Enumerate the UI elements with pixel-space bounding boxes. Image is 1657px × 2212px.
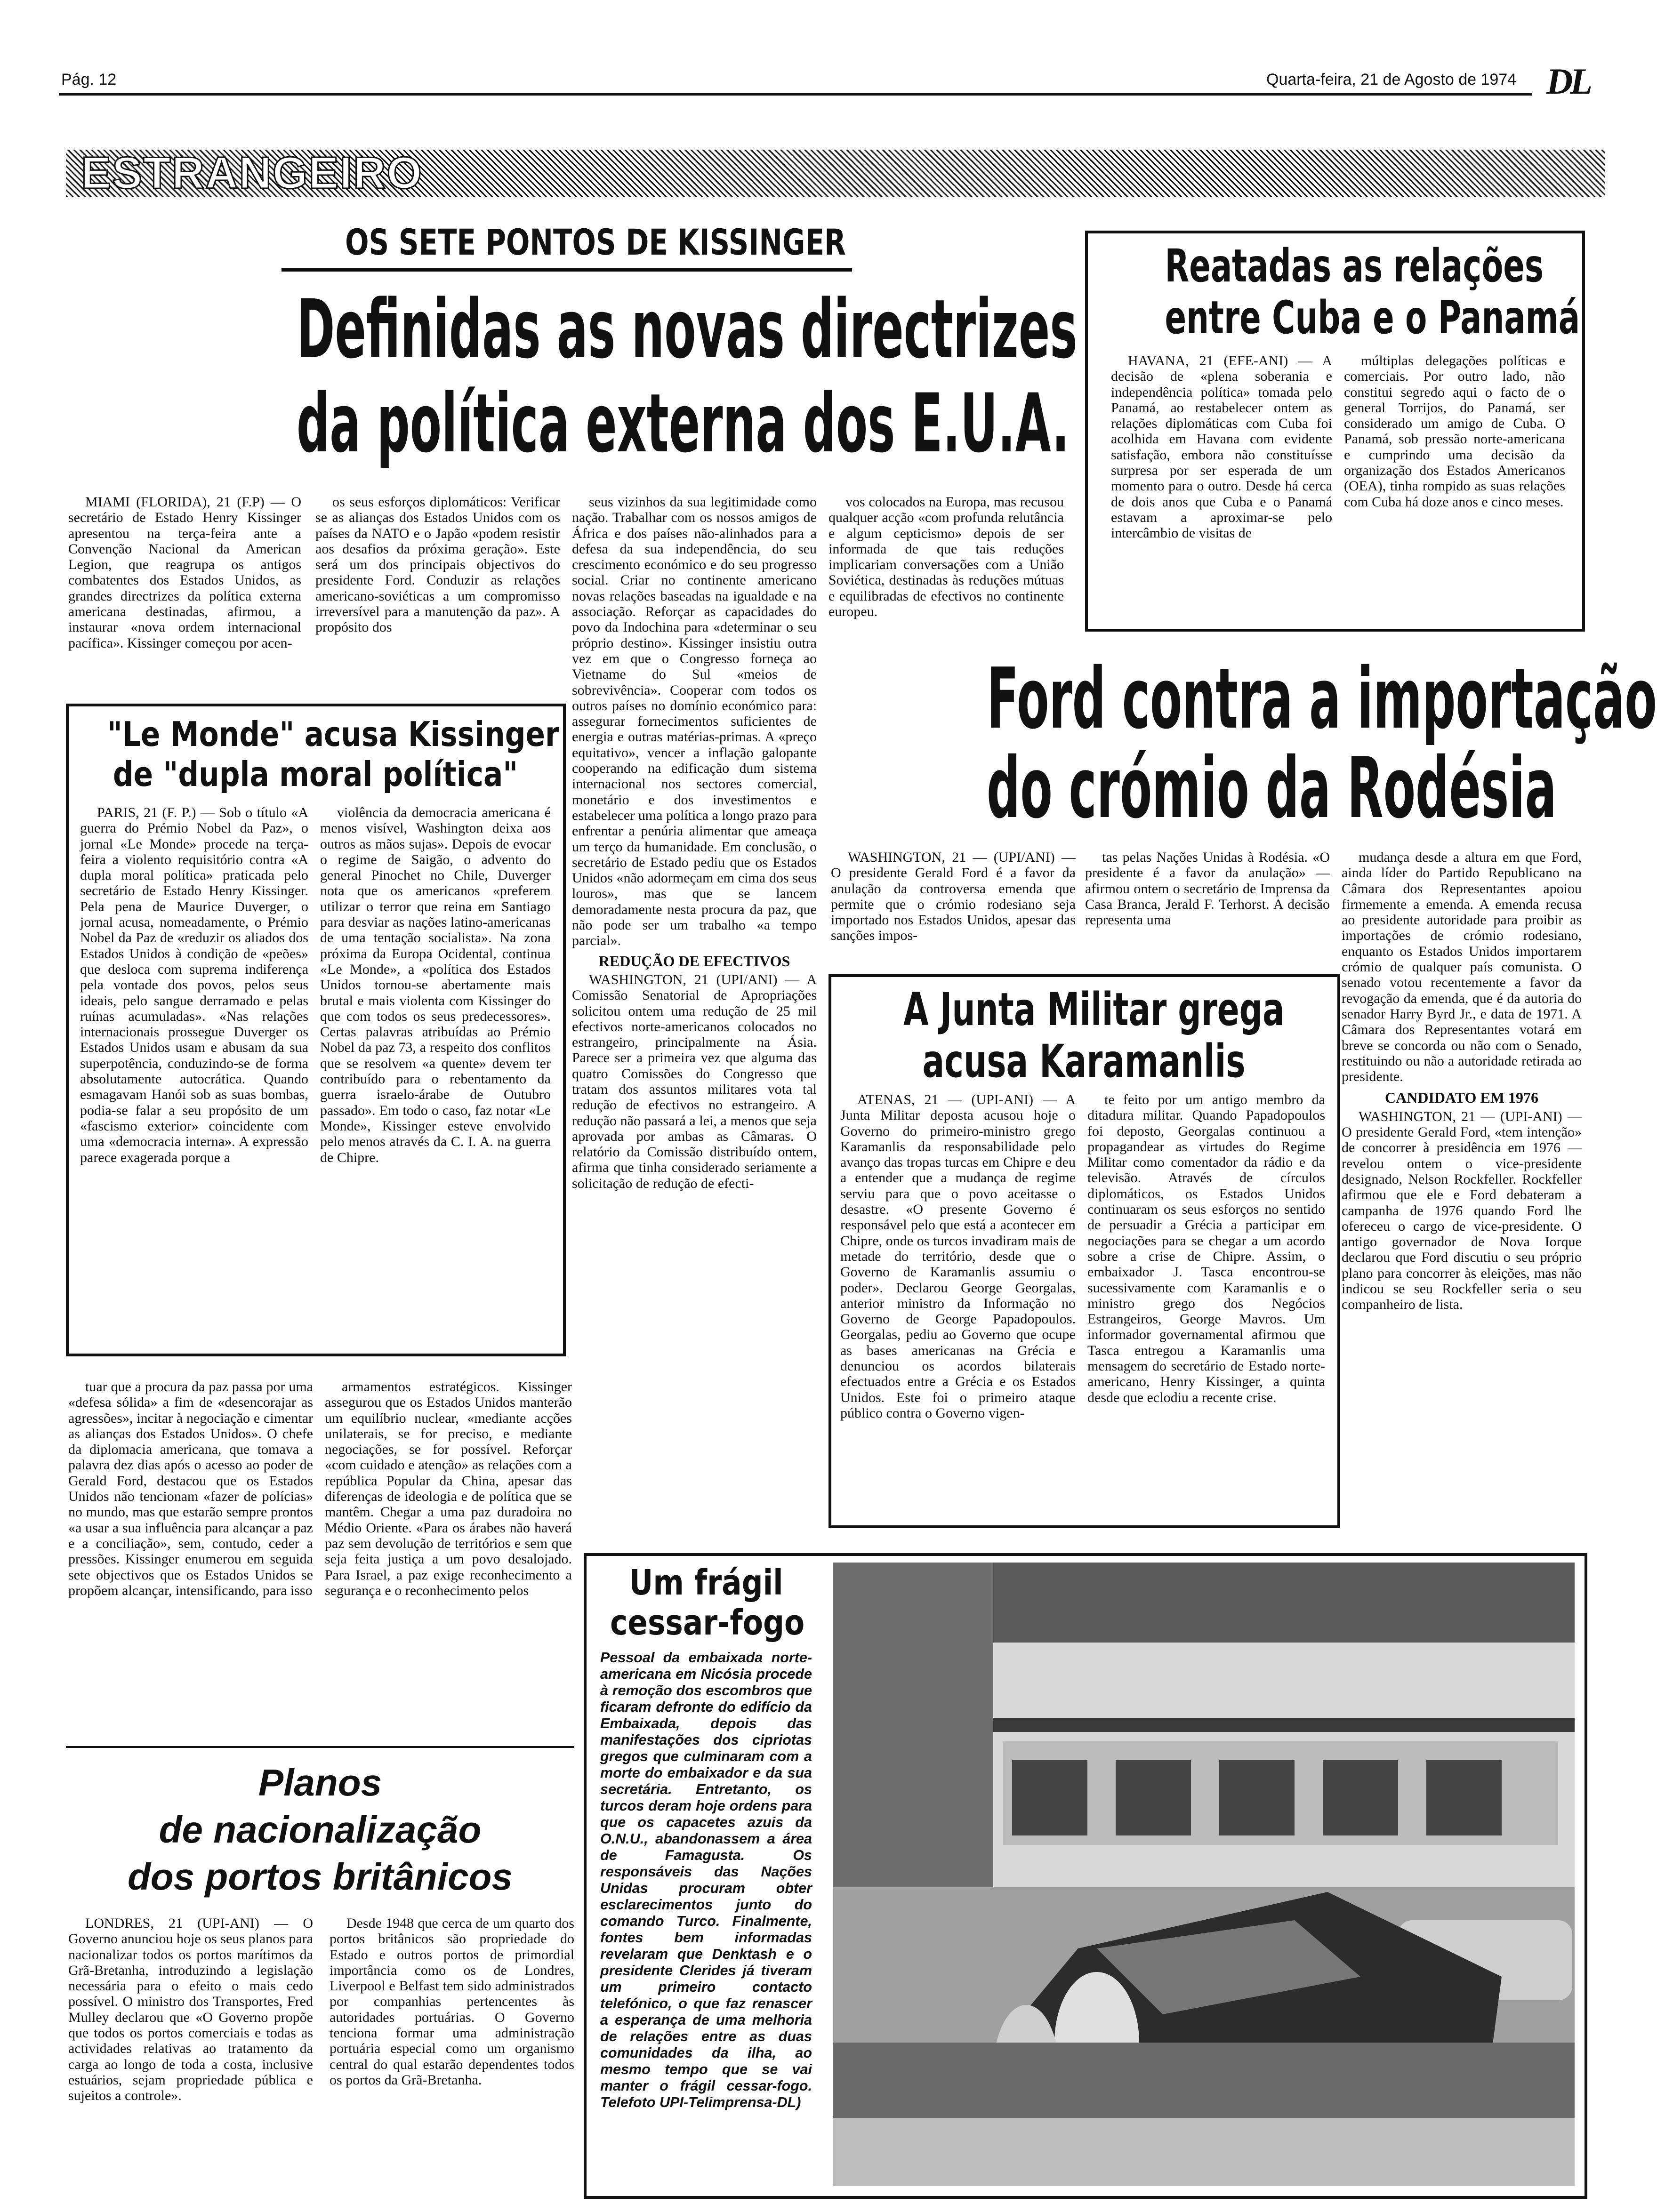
junta-column-1: ATENAS, 21 — (UPI-ANI) — A Junta Militar deposta acusou hoje o Governo do primeiro-ministro grego Karamanlis da responsabilidade pelo avanço das tropas turcas em Chipre e deu a entender que a mudança de regime serviu para que o povo aceitasse o desastre. «O presente Governo é responsável pelo que está a acontecer em Chipre, onde os turcos invadiram mais de metade do território, desde que o Governo de Karamanlis assumiu o poder». Declarou George Georgalas, anterior ministro da Informação no Governo de George Papadopoulos. Georgalas, pediu ao Governo que ocupe as bases americanas na Grécia e denunciou os acordos bilaterais efectuados entre a Grécia e os Estados Unidos. Este foi o primeiro ataque público contra o Governo vigen- bbox=[840, 1092, 1076, 1421]
kissinger-subhead: REDUÇÃO DE EFECTIVOS bbox=[598, 952, 790, 970]
cuba-headline-1: Reatadas as relações bbox=[1165, 240, 1544, 292]
kissinger-kicker: OS SETE PONTOS DE KISSINGER bbox=[345, 221, 846, 263]
ford-headline-1: Ford contra a importação bbox=[987, 650, 1657, 747]
kissinger-column-1: MIAMI (FLORIDA), 21 (F.P) — O secretário de Estado Henry Kissinger apresentou na terça-feira ante a Convenção Nacional da American Legion, que reagrupa os antigos combatentes dos Estados Unidos, as grandes directrizes da política externa americana destinadas, afirmou, a instaurar «nova ordem internacional pacífica». Kissinger começou por acen- bbox=[68, 494, 301, 651]
kissinger-continuation-1: tuar que a procura da paz passa por uma «defesa sólida» a fim de «desencorajar as agressões», incitar à negociação e cimentar as alianças dos Estados Unidos». O chefe da diplomacia americana, que tomava a palavra dez dias após o acesso ao poder de Gerald Ford, destacou que os Estados Unidos não tencionam «fazer de polícias» no mundo, mas que estarão sempre prontos «a usar a sua influência para alcançar a paz e a conciliação», sem, contudo, ceder a pressões. Kissinger enumerou em seguida sete objectivos que os Estados Unidos se propõem alcançar, intensificando, para isso bbox=[68, 1379, 313, 1598]
ford-headline-2: do crómio da Rodésia bbox=[987, 739, 1557, 837]
ford-subhead: CANDIDATO EM 1976 bbox=[1385, 1089, 1538, 1106]
embassy-photo bbox=[833, 1563, 1575, 2186]
lemonde-headline-1: "Le Monde" acusa Kissinger bbox=[107, 714, 560, 754]
ford-column-3: mudança desde a altura em que Ford, ainda líder do Partido Republicano na Câmara dos Representantes apoiou firmemente a emenda. A emenda recusa ao presidente autoridade para proibir as importações de crómio rodesiano, enquanto os Estados Unidos importarem crómio de qualquer país comunista. O senado votou recentemente a favor da revogação da emenda, que é da autoria do senador Harry Byrd Jr., e data de 1971. A Câmara dos Representantes votará em breve se concorda ou não com o Senado, restituindo ou não a autoridade retirada ao presidente. CANDIDATO EM 1976 WASHINGTON, 21 — (UPI-ANI) — O presidente Gerald Ford, «tem intenção» de concorrer à presidência em 1976 — revelou ontem o vice-presidente designado, Nelson Rockfeller. Rockfeller afirmou que ele e Ford debateram a campanha de 1976 quando Ford lhe ofereceu o cargo de vice-presidente. O antigo governador de Nova Iorque declarou que Ford discutiu o seu próprio plano para concorrer às eleições, mas não indicou se seu Rockfeller seria o seu companheiro de lista. bbox=[1342, 850, 1582, 1313]
junta-headline-2: acusa Karamanlis bbox=[922, 1035, 1246, 1088]
kissinger-headline-2: da política externa dos E.U.A. bbox=[297, 376, 1070, 471]
cuba-column-1: HAVANA, 21 (EFE-ANI) — A decisão de «plena soberania e independência política» tomada pelo Panamá, ao restabelecer ontem as relações diplomáticas com Cuba foi acolhida em Havana com evidente satisfação, embora não constituísse surpresa por ser esperada de um momento para o outro. Desde há cerca de dois anos que Cuba e o Panamá estavam a aproximar-se pelo intercâmbio de visitas de bbox=[1111, 353, 1332, 541]
lemonde-column-2: violência da democracia americana é menos visível, Washington deixa aos outros as mãos sujas». Depois de evocar o regime de Saigão, o advento do general Pinochet no Chile, Duverger nota que os americanos «preferem utilizar o terror que reina em Santiago para desviar as nações latino-americanas de uma tentação socialista». Na zona próxima da Europa Ocidental, continua «Le Monde», a «política dos Estados Unidos tornou-se abertamente mais brutal e mais violenta com Kissinger do que com todos os seus predecessores». Certas palavras atribuídas ao Prémio Nobel da paz 73, a respeito dos conflitos que se resolvem «a quente» devem ter contribuído para o rebentamento da guerra israelo-árabe de Outubro passado». Em todo o caso, faz notar «Le Monde», Kissinger esteve envolvido pelo menos através da C. I. A. na guerra de Chipre. bbox=[320, 805, 551, 1165]
newspaper-logo: DL bbox=[1546, 61, 1590, 102]
section-title: ESTRANGEIRO bbox=[81, 148, 423, 198]
lemonde-column-1: PARIS, 21 (F. P.) — Sob o título «A guerra do Prémio Nobel da Paz», o jornal «Le Monde» procede na terça-feira a violento requisitório contra «A dupla moral política» praticada pelo secretário de Estado Henry Kissinger. Pela pena de Maurice Duverger, o jornal acusa, nomeadamente, o Prémio Nobel da Paz de «reduzir os aliados dos Estados Unidos à condição de «peões» que desloca com suprema indiferença pela vontade dos povos, pelos seus ideais, pelo sangue derramado e pelas ruínas acumuladas». «Nas relações internacionais prossegue Duverger os Estados Unidos usam e abusam da sua superpotência, conduzindo-se de forma absolutamente autocrática. Quando esmagavam Hanói sob as suas bombas, podia-se falar a seu propósito de um «fascismo exterior» coincidente com uma «democracia interna». A expressão parece exagerada porque a bbox=[80, 805, 308, 1165]
cuba-column-2: múltiplas delegações políticas e comerciais. Por outro lado, não constitui segredo aqui o facto de o general Torrijos, do Panamá, ser considerado um amigo de Cuba. O Panamá, sob pressão norte-americana e cumprindo uma decisão da organização dos Estados Americanos (OEA), tinha rompido as suas relações com Cuba há doze anos e cinco meses. bbox=[1344, 353, 1565, 510]
junta-column-2: te feito por um antigo membro da ditadura militar. Quando Papadopoulos foi deposto, Georgalas continuou a propagandear as virtudes do Regime Militar como comentador da rádio e da televisão. Através de círculos diplomáticos, os Estados Unidos continuaram os seus esforços no sentido de persuadir a Grécia a participar em negociações para se chegar a um acordo sobre a crise de Chipre. Assim, o embaixador J. Tasca encontrou-se sucessivamente com Karamanlis e o ministro grego dos Negócios Estrangeiros, George Mavros. Um informador governamental afirmou que Tasca entregou a Karamanlis uma mensagem do secretário de Estado norte-americano, Henry Kissinger, a quinta desde que eclodiu a recente crise. bbox=[1087, 1092, 1325, 1405]
kicker-underline bbox=[282, 268, 852, 272]
header-rule bbox=[59, 93, 1532, 96]
photo-caption: Pessoal da embaixada norte-americana em Nicósia procede à remoção dos escombros que ficaram defronte do edifício da Embaixada, depois das manifestações dos cipriotas gregos que culminaram com a morte do embaixador e da sua secretária. Entretanto, os turcos deram hoje ordens para que os capacetes azuis da O.N.U., abandonassem a área de Famagusta. Os responsáveis das Nações Unidas procuram obter esclarecimentos junto do comando Turco. Finalmente, fontes bem informadas revelaram que Denktash e o presidente Clerides já tiveram um primeiro contacto telefónico, o que faz renascer a esperança de uma melhoria de relações entre as duas comunidades da ilha, ao mesmo tempo que se vai manter o frágil cessar-fogo. Telefoto UPI-Telimprensa-DL) bbox=[600, 1650, 812, 2110]
kissinger-continuation-2: armamentos estratégicos. Kissinger assegurou que os Estados Unidos manterão um equilíbrio nuclear, «mediante acções unilaterais, se for preciso, e mediante negociações, se for possível. Reforçar «com cuidado e atenção» as relações com a república Popular da China, apesar das diferenças de ideologia e de política que se mantêm. Chegar a uma paz duradoira no Médio Oriente. «Para os árabes não haverá paz sem devolução de territórios e sem que seja feita justiça a um povo desalojado. Para Israel, a paz exige reconhecimento a segurança e o reconhecimento pelos bbox=[325, 1379, 572, 1598]
ford-column-2: tas pelas Nações Unidas à Rodésia. «O presidente é a favor da anulação» — afirmou ontem o secretário de Imprensa da Casa Branca, Jerald F. Terhorst. A decisão representa uma bbox=[1085, 850, 1330, 928]
kissinger-column-4: vos colocados na Europa, mas recusou qualquer acção «com profunda relutância e algum cepticismo» depois de ser informada de que tais reduções implicariam conversações com a União Soviética, destinadas às reduções mútuas e equilibradas de efectivos no continente europeu. bbox=[828, 494, 1064, 620]
planos-column-2: Desde 1948 que cerca de um quarto dos portos britânicos são propriedade do Estado e outros portos de primordial importância como os de Londres, Liverpool e Belfast tem sido administrados por companhias pertencentes às autoridades portuárias. O Governo tenciona formar uma administração portuária especial como um organismo central do qual estarão dependentes todos os portos da Grã-Bretanha. bbox=[330, 1915, 574, 2088]
planos-headline-3: dos portos britânicos bbox=[128, 1856, 513, 1898]
photo-headline-2: cessar-fogo bbox=[610, 1603, 805, 1643]
lemonde-headline-2: de "dupla moral política" bbox=[113, 754, 518, 794]
photo-illustration bbox=[833, 1563, 1575, 2186]
planos-headline-1: Planos bbox=[258, 1762, 382, 1803]
ford-column-1: WASHINGTON, 21 — (UPI/ANI) — O presidente Gerald Ford é a favor da anulação da controversa emenda que permite que o crómio rodesiano seja importado nos Estados Unidos, apesar das sanções impos- bbox=[831, 850, 1076, 944]
kissinger-column-3: seus vizinhos da sua legitimidade como nação. Trabalhar com os nossos amigos de África e dos países não-alinhados para a defesa da sua independência, do seu crescimento económico e do seu progresso social. Criar no continente americano novas relações baseadas na igualdade e na associação. Reforçar as capacidades do povo da Indochina para «determinar o seu próprio destino». Kissinger insistiu outra vez em que o Congresso forneça ao Vietname do Sul «meios de sobrevivência». Cooperar com todos os outros países no domínio económico para: assegurar fornecimentos suficientes de energia e outras matérias-primas. A «preço equitativo», vencer a inflação galopante cooperando na edificação dum sistema internacional nos sectores comercial, monetário e dos investimentos e estabelecer uma política a longo prazo para enfrentar a penúria alimentar que ameaça um terço da humanidade. Em conclusão, o secretário de Estado pediu que os Estados Unidos «não adormeçam em cima dos seus louros», mas que se lancem demoradamente nesta procura da paz, que não pode ser um trabalho «a tempo parcial». REDUÇÃO DE EFECTIVOS WASHINGTON, 21 (UPI/ANI) — A Comissão Senatorial de Apropriações solicitou ontem uma redução de 25 mil efectivos norte-americanos colocados no estrangeiro, principalmente na Ásia. Parece ser a primeira vez que alguma das quatro Comissões do Congresso que tratam dos assuntos militares vota tal redução de efectivos no estrangeiro. A redução não passará a lei, a menos que seja aprovada por ambas as Câmaras. O relatório da Comissão distribuído ontem, afirma que tinha considerado seriamente a solicitação de redução de efecti- bbox=[572, 494, 817, 1191]
photo-headline-1: Um frágil bbox=[629, 1563, 783, 1603]
issue-date: Quarta-feira, 21 de Agosto de 1974 bbox=[1266, 71, 1517, 88]
page-number: Pág. 12 bbox=[61, 71, 117, 88]
kissinger-column-2: os seus esforços diplomáticos: Verificar se as alianças dos Estados Unidos com os países da NATO e o Japão «podem resistir aos desafios da próxima geração». Este será um dos principais objectivos do presidente Ford. Conduzir as relações americano-soviéticas a um compromisso irreversível para a manutenção da paz». A propósito dos bbox=[315, 494, 560, 635]
junta-headline-1: A Junta Militar grega bbox=[903, 983, 1285, 1036]
planos-column-1: LONDRES, 21 (UPI-ANI) — O Governo anunciou hoje os seus planos para nacionalizar todos os portos marítimos da Grã-Bretanha, introduzindo a legislação necessária para o efeito o mais cedo possível. O ministro dos Transportes, Fred Mulley declarou que «O Governo propõe que todos os portos comerciais e todas as actividades relativas ao tratamento da carga ao longo de toda a costa, inclusive estuários, sejam propriedade pública e sujeitos a controle». bbox=[68, 1915, 313, 2104]
planos-rule bbox=[66, 1746, 574, 1748]
cuba-headline-2: entre Cuba e o Panamá bbox=[1165, 291, 1580, 344]
kissinger-headline-1: Definidas as novas directrizes bbox=[297, 282, 1078, 377]
planos-headline-2: de nacionalização bbox=[159, 1809, 482, 1851]
